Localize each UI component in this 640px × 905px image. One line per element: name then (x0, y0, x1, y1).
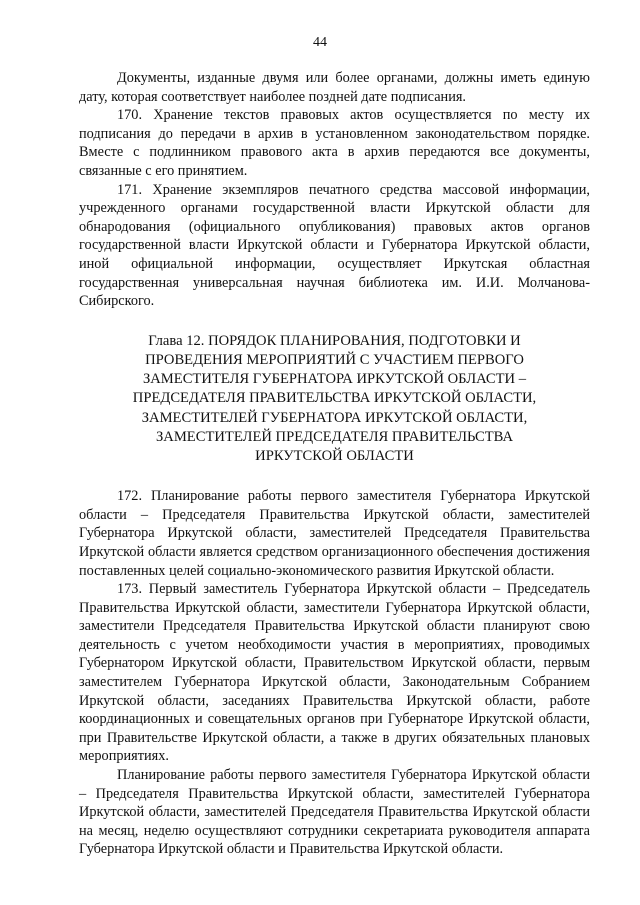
chapter-12-heading (79, 332, 590, 466)
paragraph-170-storage-of-texts: 170. Хранение текстов правовых актов осуществляется по месту их подписания до передачи в архив в установленном законодательством порядке. Вместе с подлинником правового акта в архив передаются все документы, связанные с его принятием. (79, 107, 590, 179)
chapter-heading-line: Глава 12. ПОРЯДОК ПЛАНИРОВАНИЯ, ПОДГОТОВКИ И (148, 332, 521, 349)
paragraph-172-planning: 172. Планирование работы первого заместителя Губернатора Иркутской области – Председателя Правительства Иркутской области, заместителей Губернатора Иркутской области, заместителей Председателя Правительства Иркутской области является средством организационного обеспечения достижения поставленных целей социально-экономического развития Иркутской области. (79, 488, 590, 579)
paragraph-planning-by-secretariat: Планирование работы первого заместителя Губернатора Иркутской области – Председателя Правительства Иркутской области, заместителей Губернатора Иркутской области, заместителей Председателя Правительства Иркутской области на месяц, неделю осуществляют сотрудники секретариата руководителя аппарата Губернатора Иркутской области и Правительства Иркутской области. (79, 767, 590, 858)
chapter-heading-line: ИРКУТСКОЙ ОБЛАСТИ (255, 447, 414, 464)
paragraph-171-storage-of-media-copies: 171. Хранение экземпляров печатного средства массовой информации, учрежденного органами государственной власти Иркутской области для обнародования (официального опубликования) правовых актов органов государственной власти Иркутской области и Губернатора Иркутской области, иной официальной информации, осуществляет Иркутская областная государственная универсальная научная библиотека им. И.И. Молчанова-Сибирского. (79, 181, 590, 310)
document-body (79, 69, 590, 859)
chapter-heading-line: ПРОВЕДЕНИЯ МЕРОПРИЯТИЙ С УЧАСТИЕМ ПЕРВОГО (145, 351, 524, 368)
page-number: 44 (313, 35, 327, 50)
chapter-heading-line: ЗАМЕСТИТЕЛЯ ГУБЕРНАТОРА ИРКУТСКОЙ ОБЛАСТИ – (142, 371, 527, 388)
chapter-heading-line: ЗАМЕСТИТЕЛЕЙ ГУБЕРНАТОРА ИРКУТСКОЙ ОБЛАСТИ, (141, 409, 528, 426)
chapter-heading-line: ПРЕДСЕДАТЕЛЯ ПРАВИТЕЛЬСТВА ИРКУТСКОЙ ОБЛАСТИ, (132, 390, 537, 407)
paragraph-joint-documents-date: Документы, изданные двумя или более органами, должны иметь единую дату, которая соответствует наиболее поздней дате подписания. (79, 70, 590, 105)
paragraph-173-activity-planning: 173. Первый заместитель Губернатора Иркутской области – Председатель Правительства Иркутской области, заместители Губернатора Иркутской области, заместители Председателя Правительства Иркутской области планируют свою деятельность с учетом необходимости участия в мероприятиях, проводимых Губернатором Иркутской области, Правительством Иркутской области, первым заместителем Губернатора Иркутской области, Законодательным Собранием Иркутской области, заседаниях Правительства Иркутской области, работе координационных и совещательных органов при Губернаторе Иркутской области, при Правительстве Иркутской области, а также в других обязательных плановых мероприятиях. (79, 581, 590, 765)
chapter-heading-line: ЗАМЕСТИТЕЛЕЙ ПРЕДСЕДАТЕЛЯ ПРАВИТЕЛЬСТВА (155, 428, 514, 445)
